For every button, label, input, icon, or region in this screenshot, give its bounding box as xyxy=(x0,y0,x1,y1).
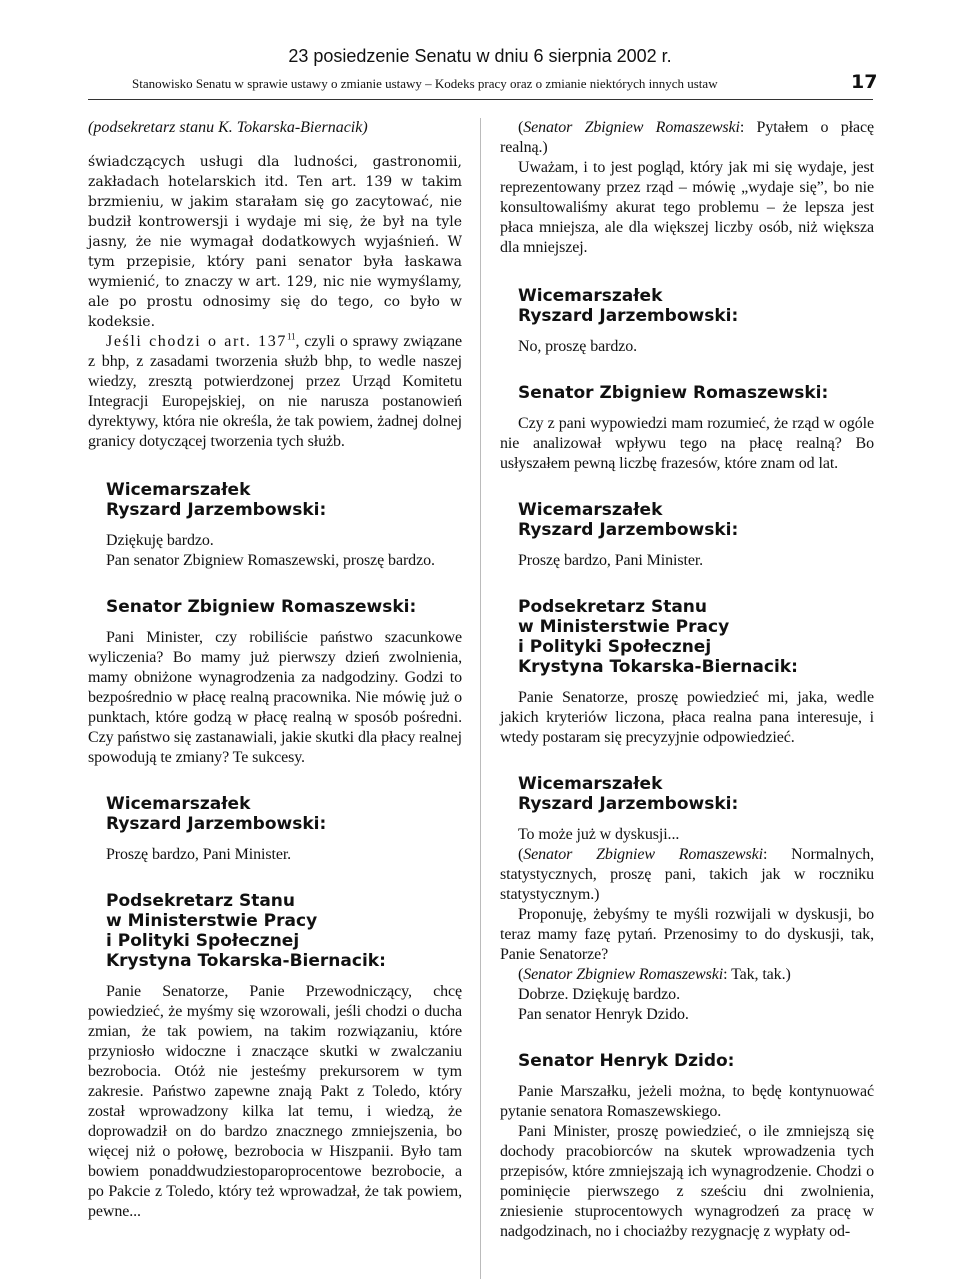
speaker-heading: Senator Henryk Dzido: xyxy=(518,1051,735,1071)
paragraph: No, proszę bardzo. xyxy=(518,338,638,355)
paragraph: Panie Senatorze, Panie Przewodniczący, chcę powiedzieć, że myśmy się wzorowali, jeśli chodzi o ducha zmian, że tak powiem, na takim rozwiązaniu, które przyniosło widoczne i znaczące skutki w zwalczaniu bezrobocia. Otóż nie jesteśmy prekursorem w tym zakresie. Państwo zapewne znają Pakt z Toledo, który został wprowadzony kilka lat temu, i wiedzą, że doprowadził on do bardzo znacznego zmniejszenia, bo więcej niż o połowę, bezrobocia w Hiszpanii. Było tam bowiem ponaddwudziestoparoprocentowe bezrobocie, a po Pakcie z Toledo, który też wprowadzał, że tak powiem, pewne... xyxy=(88,983,462,1220)
paragraph: Proszę bardzo, Pani Minister. xyxy=(518,552,704,569)
paragraph: To może już w dyskusji... xyxy=(518,826,680,843)
speaker-heading: Wicemarszałek Ryszard Jarzembowski: xyxy=(518,500,739,540)
session-subtitle: Stanowisko Senatu w sprawie ustawy o zmianie ustawy – Kodeks pracy oraz o zmianie niektórych innych ustaw xyxy=(132,76,718,91)
paragraph: Dobrze. Dziękuję bardzo. xyxy=(518,986,680,1003)
paragraph: Pan senator Zbigniew Romaszewski, proszę bardzo. xyxy=(106,552,435,569)
speaker-heading: Wicemarszałek Ryszard Jarzembowski: xyxy=(518,774,739,814)
session-title: 23 posiedzenie Senatu w dniu 6 sierpnia 2002 r. xyxy=(288,46,672,66)
paragraph: Panie Senatorze, proszę powiedzieć mi, jaka, wedle jakich kryteriów liczona, płaca realna pana interesuje, i wtedy postaram się precyzyjnie odpowiedzieć. xyxy=(500,689,874,746)
paragraph: Dziękuję bardzo. xyxy=(106,532,214,549)
column-divider xyxy=(480,118,481,1279)
speaker-heading: Senator Zbigniew Romaszewski: xyxy=(518,383,829,403)
paragraph: Panie Marszałku, jeżeli można, to będę kontynuować pytanie senatora Romaszewskiego. xyxy=(500,1083,874,1120)
paragraph: Pan senator Henryk Dzido. xyxy=(518,1006,689,1023)
right-column xyxy=(500,118,874,1242)
interjection: (Senator Zbigniew Romaszewski: Pytałem o płacę realną.) xyxy=(500,119,874,156)
paragraph: Jeśli chodzi o art. $137^{11}$, czyli o sprawy związane z bhp, z zasadami tworzenia służb bhp, to wedle naszej wiedzy, zresztą potwierdzonej przez Urząd Komitetu Integracji Europejskiej, on nie narusza postanowień dyrektywy, która nie określa, że tak powiem, żadnej dolnej granicy dotyczącej tworzenia tych służb. xyxy=(88,331,462,450)
speaker-heading: Podsekretarz Stanu w Ministerstwie Pracy i Polityki Społecznej Krystyna Tokarska-Biernacik: xyxy=(518,597,798,677)
speaker-heading: Wicemarszałek Ryszard Jarzembowski: xyxy=(518,286,739,326)
page-number: 17 xyxy=(851,71,878,93)
speaker-heading: Podsekretarz Stanu w Ministerstwie Pracy i Polityki Społecznej Krystyna Tokarska-Biernacik: xyxy=(106,891,386,971)
interjection: (Senator Zbigniew Romaszewski: Tak, tak.) xyxy=(518,966,791,983)
paragraph: Uważam, i to jest pogląd, który jak mi się wydaje, jest reprezentowany przez rząd – mówię „wydaje się”, bo nie konsultowaliśmy akurat tego problemu – że lepsza jest płaca mniejsza, ale dla większej liczby osób, niż większa dla mniejszej. xyxy=(500,159,874,256)
paragraph: Proszę bardzo, Pani Minister. xyxy=(106,846,292,863)
paragraph: Proponuję, żebyśmy te myśli rozwijali w dyskusji, bo teraz mamy fazę pytań. Przenosimy to do dyskusji, tak, Panie Senatorze? xyxy=(500,906,874,963)
left-column xyxy=(88,118,462,1222)
paragraph: Czy z pani wypowiedzi mam rozumieć, że rząd w ogóle nie analizował wpływu tego na płacę realną? Bo usłyszałem pewną liczbę frazesów, które znam od lat. xyxy=(500,415,874,472)
paragraph: Pani Minister, proszę powiedzieć, o ile zmniejszą się dochody pracobiorców na skutek wprowadzenia tych przepisów, które zmniejszają ich wynagrodzenie. Chodzi o pominięcie pierwszego z sześciu dni zwolnienia, zniesienie stuprocentowych wynagrodzeń za pracę w nadgodzinach, no i chociażby rezygnację z wypłaty od- xyxy=(500,1123,874,1240)
page-header xyxy=(0,0,960,100)
speaker-heading: Wicemarszałek Ryszard Jarzembowski: xyxy=(106,794,327,834)
context-note: (podsekretarz stanu K. Tokarska-Biernacik) xyxy=(88,119,368,136)
speaker-heading: Senator Zbigniew Romaszewski: xyxy=(106,597,417,617)
speaker-heading: Wicemarszałek Ryszard Jarzembowski: xyxy=(106,480,327,520)
interjection: (Senator Zbigniew Romaszewski: Normalnych, statystycznych, proszę pani, takich jak w roczniku statystycznym.) xyxy=(500,846,874,903)
header-rule xyxy=(88,99,873,100)
paragraph: świadczących usługi dla ludności, gastronomii, zakładach hotelarskich itd. Ten art. 139 w takim brzmieniu, w jakim starałam się go zacytować, nie budził kontrowersji i wydaje mi się, że był na tyle jasny, że nie wymagał dodatkowych wyjaśnień. W tym przepisie, który pani senator była łaskawa wymienić, to znaczy w art. 129, nic nie wymyślamy, ale po prostu odnosimy się do tego, co było w kodeksie. xyxy=(88,154,462,330)
paragraph: Pani Minister, czy robiliście państwo szacunkowe wyliczenia? Bo mamy już pierwszy dzień zwolnienia, mamy obniżone wynagrodzenia za nadgodziny. Godzi to bezpośrednio w płacę realną pracownika. Nie mówię już o punktach, które godzą w płacę realną w sposób pośredni. Czy państwo się zastanawiali, jakie skutki dla płacy realnej spowodują te zmiany? Te sukcesy. xyxy=(88,629,462,766)
